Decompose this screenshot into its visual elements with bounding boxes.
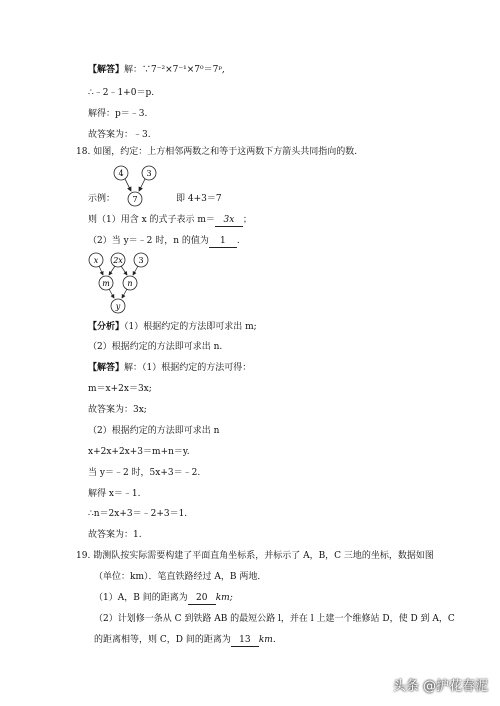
q18-eq1: x+2x+2x+3＝m+n＝y. — [88, 447, 190, 457]
arrow — [121, 266, 127, 275]
node-label: 2x — [113, 256, 123, 265]
q19-intro: 勘测队按实际需要构建了平面直角坐标系，并标示了 A，B，C 三地的坐标，数据如图 — [93, 551, 434, 561]
q18-part2-answer: 1 — [209, 235, 237, 248]
q19-number: 19. — [76, 551, 91, 561]
q19-part2-line1: （2）计划修一条从 C 到铁路 AB 的最短公路 l，并在 l 上建一个维修站 D，使 D 到 A，C — [94, 614, 455, 624]
node-label: x — [93, 256, 99, 265]
node-label: n — [127, 279, 133, 288]
q17-line4: 故答案为：﹣3. — [88, 130, 151, 140]
q18-eq4: ∴n＝2x+3＝﹣2+3＝1. — [88, 509, 188, 519]
q18-answer-tag: 【解答】 — [88, 363, 125, 373]
q19-part2-line2 — [94, 634, 276, 647]
q19-part1-answer: 20 — [188, 592, 216, 605]
example-text: 即 4+3＝7 — [176, 194, 222, 204]
arrow — [125, 179, 131, 191]
q18-part1-prefix: 则（1）用含 x 的式子表示 m＝ — [88, 215, 215, 225]
q18-part2 — [88, 235, 240, 248]
q19-part2-suffix: km. — [258, 635, 276, 645]
node-label: m — [102, 279, 110, 288]
q19-intro2: （单位：km）．笔直铁路经过 A，B 两地． — [94, 572, 267, 582]
arrow — [99, 266, 103, 275]
q18-ans1: 故答案为：3x; — [88, 405, 147, 415]
node-label: 7 — [132, 195, 138, 204]
example-diagram — [108, 164, 168, 210]
q18-analysis2: （2）根据约定的方法即可求出 n. — [88, 342, 223, 352]
q18-number: 18. — [76, 147, 91, 157]
q18-line-m: m＝x+2x＝3x; — [88, 384, 152, 394]
q18-analysis1: （1）根据约定的方法即可求出 m; — [124, 322, 257, 332]
q19-part1 — [94, 592, 233, 605]
q19-part2-answer: 13 — [231, 634, 259, 647]
arrow — [109, 289, 114, 298]
node-label: y — [115, 302, 121, 311]
watermark: 头条 @护花春泥 — [392, 679, 488, 694]
q18-ans2: 故答案为：1. — [88, 530, 142, 540]
q18-sol2: （2）根据约定的方法即可求出 n — [88, 426, 220, 436]
node-label: 3 — [146, 169, 152, 178]
q18-part1 — [88, 214, 252, 227]
q19-part1-suffix: km; — [215, 593, 233, 603]
arrow — [109, 266, 115, 275]
q18-eq2: 当 y＝﹣2 时，5x+3＝﹣2. — [88, 468, 201, 478]
q19-header — [76, 550, 434, 562]
arrow — [139, 179, 145, 191]
node-label: 3 — [138, 256, 144, 265]
q17-answer-line — [88, 64, 225, 76]
q18-header — [76, 146, 357, 158]
q17-line3: 解得：p＝﹣3. — [88, 109, 148, 119]
q18-intro: 如图，约定：上方相邻两数之和等于这两数下方箭头共同指向的数. — [93, 147, 358, 157]
relation-diagram — [86, 251, 154, 319]
q18-answer1: 解：（1）根据约定的方法可得： — [124, 363, 252, 373]
q17-answer-tag: 【解答】 — [88, 65, 125, 75]
q18-part2-suffix: . — [236, 236, 240, 246]
q18-analysis — [88, 321, 257, 333]
q18-part1-suffix: ； — [242, 215, 252, 225]
example-label: 示例： — [88, 194, 116, 204]
q17-line2: ∴﹣2﹣1+0＝p. — [88, 88, 155, 98]
node-label: 4 — [118, 169, 124, 178]
q18-analysis-tag: 【分析】 — [88, 322, 125, 332]
q17-answer-text: 解：∵7⁻²×7⁻¹×7⁰＝7ᵖ, — [124, 65, 225, 75]
arrow — [122, 289, 127, 298]
arrow — [133, 266, 138, 275]
q18-part2-prefix: （2）当 y＝﹣2 时，n 的值为 — [88, 236, 209, 246]
q18-answer — [88, 362, 251, 374]
q19-part2-prefix: 的距离相等，则 C，D 间的距离为 — [94, 635, 231, 645]
q18-part1-answer: 3x — [215, 214, 243, 227]
q19-part1-prefix: （1）A，B 间的距离为 — [94, 593, 188, 603]
q18-eq3: 解得 x＝﹣1. — [88, 489, 141, 499]
